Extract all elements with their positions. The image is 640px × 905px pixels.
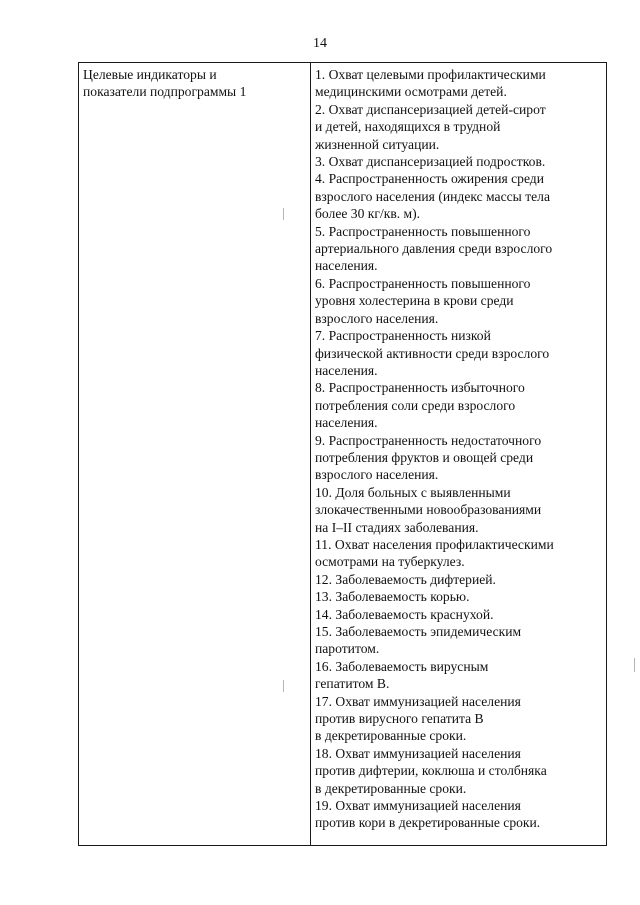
indicator-line: в декретированные сроки. (315, 780, 467, 796)
indicator-line: 11. Охват населения профилактическими (315, 536, 554, 552)
indicator-line: 3. Охват диспансеризацией подростков. (315, 154, 546, 170)
indicator-line: 10. Доля больных с выявленными (315, 484, 511, 500)
indicators-table (78, 62, 607, 846)
indicator-line: в декретированные сроки. (315, 728, 467, 744)
indicator-line: паротитом. (315, 641, 380, 657)
indicator-line: 19. Охват иммунизацией населения (315, 798, 521, 814)
indicator-line: артериального давления среди взрослого (315, 241, 553, 257)
label-text (83, 66, 306, 101)
scan-mark (283, 680, 284, 692)
indicator-line: злокачественными новообразованиями (315, 502, 542, 518)
indicator-line: взрослого населения (индекс массы тела (315, 188, 550, 204)
indicator-line: потребления фруктов и овощей среди (315, 449, 534, 465)
table-row (79, 63, 607, 846)
indicator-line: 12. Заболеваемость дифтерией. (315, 571, 496, 587)
indicator-line: 15. Заболеваемость эпидемическим (315, 624, 522, 639)
indicator-line: на I–II стадиях заболевания. (315, 519, 479, 535)
indicator-line: уровня холестерина в крови среди (315, 293, 514, 309)
indicator-line: 5. Распространенность повышенного (315, 223, 531, 239)
indicator-line: 18. Охват иммунизацией населения (315, 745, 521, 761)
indicator-line: против вирусного гепатита В (315, 711, 484, 727)
indicator-line: населения. (315, 362, 378, 378)
indicator-line: 13. Заболеваемость корью. (315, 589, 470, 605)
page-number: 14 (313, 36, 327, 51)
indicator-line: гепатитом В. (315, 676, 390, 692)
indicator-line: 17. Охват иммунизацией населения (315, 693, 521, 709)
indicator-line: 14. Заболеваемость краснухой. (315, 606, 494, 622)
indicator-line: 6. Распространенность повышенного (315, 275, 531, 291)
indicator-line: против кори в декретированные сроки. (315, 815, 541, 831)
indicator-line: осмотрами на туберкулез. (315, 554, 465, 570)
label-line: Целевые индикаторы и (83, 67, 217, 82)
scan-mark (634, 658, 635, 672)
indicator-line: 1. Охват целевыми профилактическими (315, 67, 546, 82)
indicator-line: 9. Распространенность недостаточного (315, 432, 542, 448)
indicator-line: населения. (315, 415, 378, 431)
indicator-line: 7. Распространенность низкой (315, 328, 491, 344)
indicator-line: 8. Распространенность избыточного (315, 380, 525, 396)
indicator-line: потребления соли среди взрослого (315, 397, 516, 413)
indicator-line: медицинскими осмотрами детей. (315, 84, 507, 100)
indicators-list (315, 66, 602, 832)
indicator-line: физической активности среди взрослого (315, 345, 550, 361)
indicator-line: населения. (315, 258, 378, 274)
label-line: показатели подпрограммы 1 (83, 84, 247, 100)
indicators-cell (311, 63, 607, 846)
indicator-line: против дифтерии, коклюша и столбняка (315, 763, 547, 779)
indicator-line: 16. Заболеваемость вирусным (315, 658, 489, 674)
indicator-line: 4. Распространенность ожирения среди (315, 171, 544, 187)
label-cell (79, 63, 311, 846)
indicator-line: жизненной ситуации. (315, 136, 440, 152)
indicator-line: и детей, находящихся в трудной (315, 119, 501, 135)
indicator-line: взрослого населения. (315, 467, 439, 483)
scan-mark (283, 208, 284, 220)
indicator-line: более 30 кг/кв. м). (315, 206, 421, 222)
indicator-line: взрослого населения. (315, 310, 439, 326)
indicator-line: 2. Охват диспансеризацией детей-сирот (315, 101, 546, 117)
